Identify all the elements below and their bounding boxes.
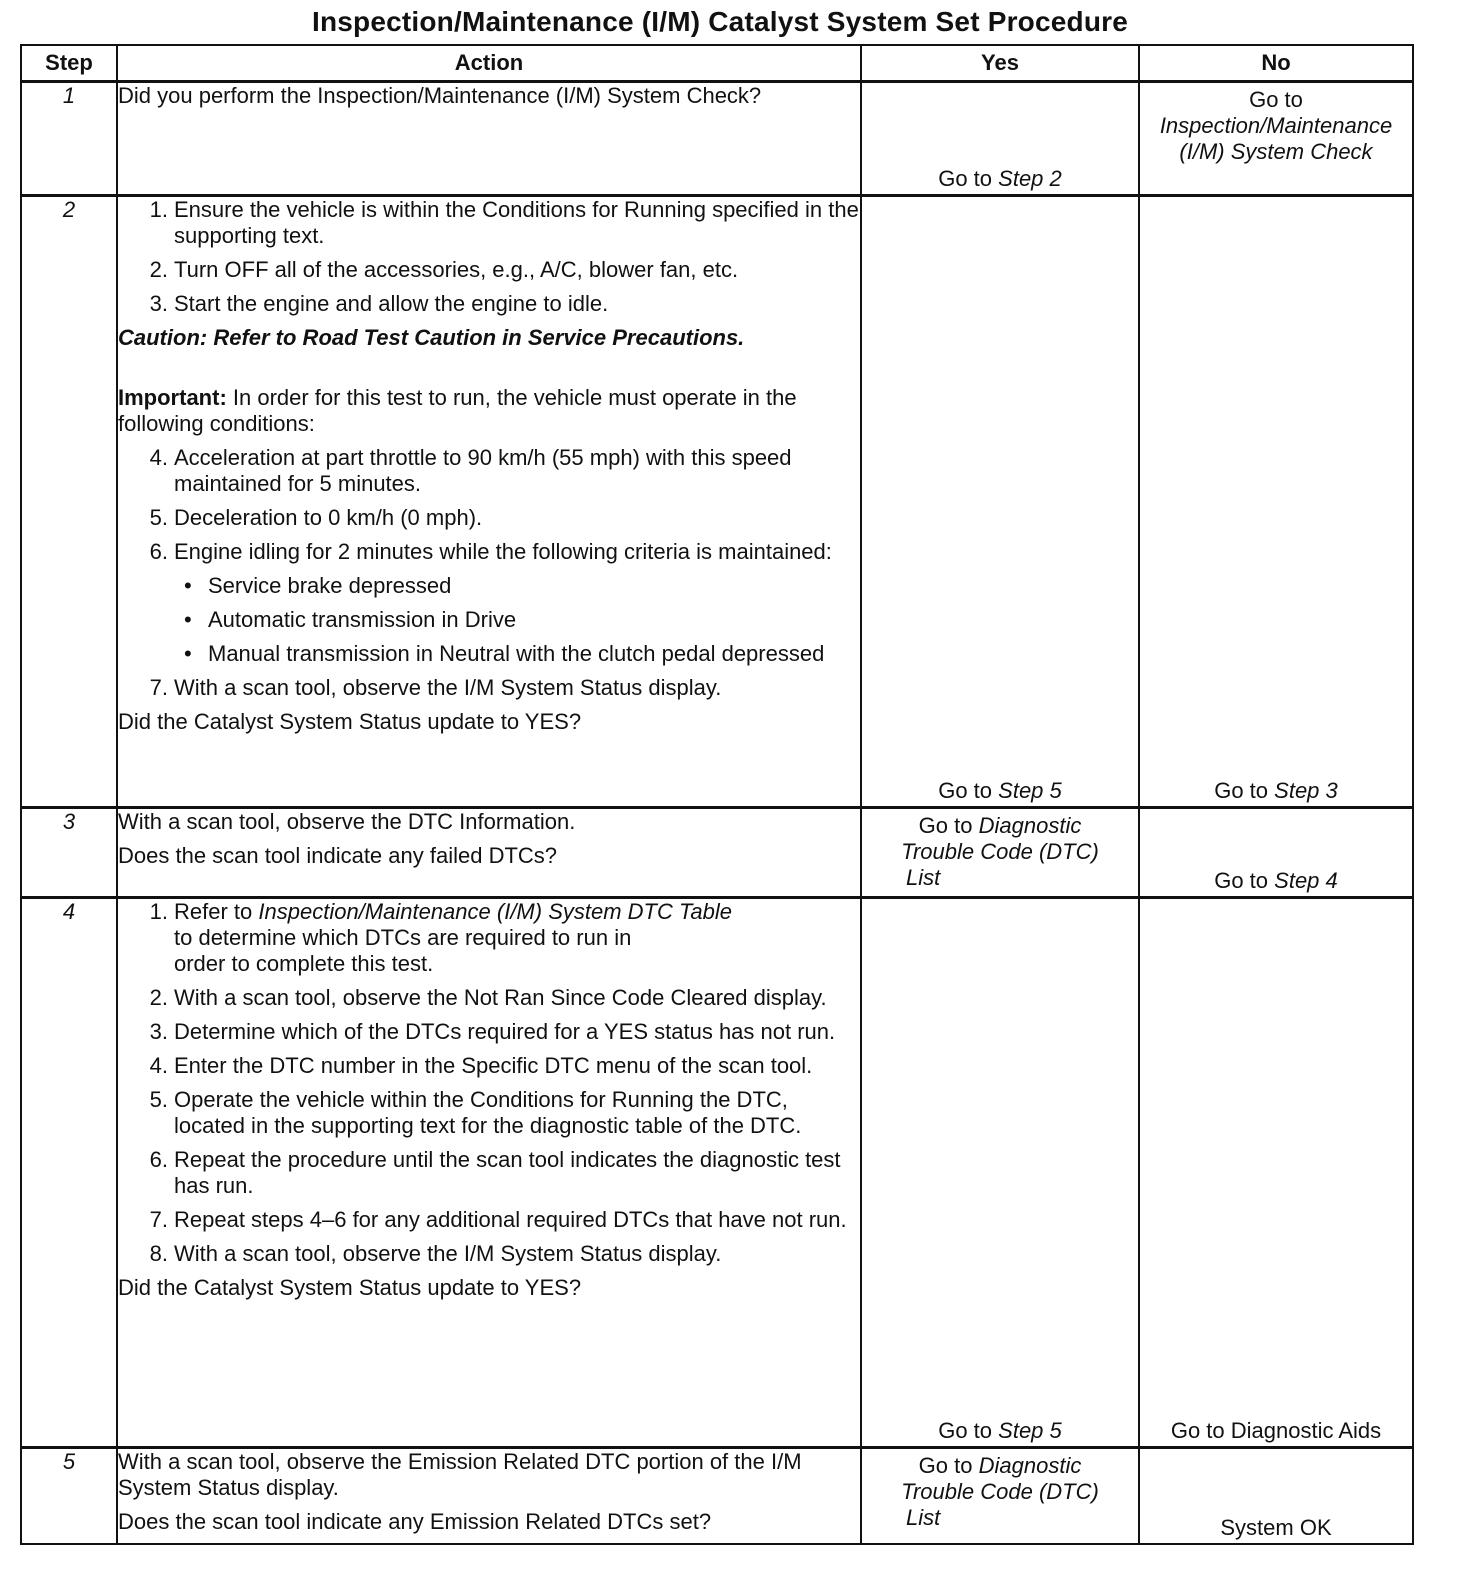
item-number: 5. — [149, 505, 168, 530]
action-question: Did the Catalyst System Status update to YES? — [118, 709, 582, 734]
item-text: Operate the vehicle within the Conditions for Running the DTC, located in the supporting text for the diagnostic table of the DTC. — [174, 1087, 802, 1138]
bullet-item: • Manual transmission in Neutral with the clutch pedal depressed — [174, 641, 860, 667]
step-number: 4 — [21, 898, 117, 1448]
yes-link-line3[interactable]: List — [906, 1505, 941, 1530]
header-step: Step — [21, 45, 117, 82]
no-link[interactable]: Step 4 — [1274, 868, 1338, 893]
yes-cell — [861, 1448, 1139, 1544]
yes-link[interactable]: Step 5 — [998, 1418, 1062, 1443]
no-prefix: Go to — [1249, 87, 1303, 112]
header-row — [21, 45, 1413, 82]
table-row-step-4 — [21, 898, 1413, 1448]
action-question: Did the Catalyst System Status update to YES? — [118, 1275, 582, 1300]
item-number: 3. — [149, 291, 168, 316]
step-list-a — [118, 197, 860, 317]
item-number: 4. — [149, 445, 168, 470]
dtc-table-link[interactable]: Inspection/Maintenance (I/M) System DTC Table — [258, 899, 732, 924]
step-list-b — [118, 445, 860, 701]
no-link[interactable]: Go to Diagnostic Aids — [1170, 1418, 1382, 1443]
yes-link-line2[interactable]: Trouble Code (DTC) — [901, 839, 1099, 864]
procedure-table — [20, 44, 1414, 1545]
no-cell — [1139, 196, 1413, 808]
caution-note: Caution: Refer to Road Test Caution in Service Precautions. — [118, 325, 745, 350]
yes-prefix: Go to — [938, 166, 993, 191]
item-number: 2. — [149, 985, 168, 1010]
action-question: Does the scan tool indicate any failed DTCs? — [118, 843, 558, 868]
list-item — [118, 505, 860, 531]
no-cell — [1139, 898, 1413, 1448]
action-instruction: With a scan tool, observe the DTC Information. — [118, 809, 576, 834]
important-label: Important: — [118, 385, 227, 410]
no-prefix: Go to — [1214, 868, 1269, 893]
important-text: In order for this test to run, the vehicle must operate in the following conditions: — [118, 385, 797, 436]
step-list — [118, 899, 860, 1267]
item-text: Ensure the vehicle is within the Conditions for Running specified in the supporting text. — [174, 197, 859, 248]
action-question: Did you perform the Inspection/Maintenance (I/M) System Check? — [118, 83, 762, 108]
step-number: 5 — [21, 1448, 117, 1544]
list-item — [118, 257, 860, 283]
list-item — [118, 1053, 860, 1079]
item-text: Determine which of the DTCs required for a YES status has not run. — [174, 1019, 836, 1044]
yes-prefix: Go to — [918, 1453, 973, 1478]
item-text: Start the engine and allow the engine to idle. — [174, 291, 609, 316]
action-cell — [117, 808, 861, 898]
yes-link-line2[interactable]: Trouble Code (DTC) — [901, 1479, 1099, 1504]
list-item — [118, 1087, 860, 1139]
table-row-step-3 — [21, 808, 1413, 898]
item-text: Engine idling for 2 minutes while the following criteria is maintained: — [174, 539, 832, 564]
item-number: 7. — [149, 1207, 168, 1232]
no-link-line1[interactable]: Inspection/Maintenance — [1159, 113, 1393, 138]
item-number: 1. — [149, 197, 168, 222]
yes-prefix: Go to — [918, 813, 973, 838]
yes-link[interactable]: Step 2 — [998, 166, 1062, 191]
item-text: to determine which DTCs are required to run in — [174, 925, 632, 950]
header-no: No — [1139, 45, 1413, 82]
action-question: Does the scan tool indicate any Emission Related DTCs set? — [118, 1509, 712, 1534]
item-number: 6. — [149, 539, 168, 564]
item-number: 4. — [149, 1053, 168, 1078]
list-item — [118, 539, 860, 667]
no-prefix: Go to — [1214, 778, 1269, 803]
page-title: Inspection/Maintenance (I/M) Catalyst System Set Procedure — [311, 6, 1129, 37]
item-number: 8. — [149, 1241, 168, 1266]
item-number: 2. — [149, 257, 168, 282]
item-number: 5. — [149, 1087, 168, 1112]
action-instruction: With a scan tool, observe the Emission Related DTC portion of the I/M System Status display. — [118, 1449, 802, 1500]
no-link-line2[interactable]: (I/M) System Check — [1179, 139, 1373, 164]
item-text: Repeat the procedure until the scan tool indicates the diagnostic test has run. — [174, 1147, 841, 1198]
item-text: Enter the DTC number in the Specific DTC menu of the scan tool. — [174, 1053, 813, 1078]
item-number: 1. — [149, 899, 168, 924]
yes-link-line3[interactable]: List — [906, 865, 941, 890]
step-number: 2 — [21, 196, 117, 808]
item-number: 7. — [149, 675, 168, 700]
step-number: 3 — [21, 808, 117, 898]
no-result: System OK — [1220, 1514, 1332, 1540]
list-item — [118, 985, 860, 1011]
item-text: Turn OFF all of the accessories, e.g., A/C, blower fan, etc. — [174, 257, 739, 282]
item-text: Refer to — [174, 899, 253, 924]
yes-link-line1[interactable]: Diagnostic — [978, 813, 1082, 838]
list-item — [118, 675, 860, 701]
list-item — [118, 445, 860, 497]
list-item — [118, 899, 860, 977]
header-yes: Yes — [861, 45, 1139, 82]
item-number: 6. — [149, 1147, 168, 1172]
yes-prefix: Go to — [938, 1418, 993, 1443]
criteria-list — [174, 573, 860, 667]
yes-cell — [861, 808, 1139, 898]
list-item — [118, 1147, 860, 1199]
list-item — [118, 197, 860, 249]
item-text: Deceleration to 0 km/h (0 mph). — [174, 505, 483, 530]
item-text: With a scan tool, observe the I/M System Status display. — [174, 675, 722, 700]
no-cell — [1139, 1448, 1413, 1544]
no-link[interactable]: Step 3 — [1274, 778, 1338, 803]
yes-link[interactable]: Step 5 — [998, 778, 1062, 803]
table-row-step-1 — [21, 82, 1413, 196]
yes-cell — [861, 898, 1139, 1448]
list-item — [118, 1019, 860, 1045]
table-row-step-5 — [21, 1448, 1413, 1544]
no-cell — [1139, 82, 1413, 196]
no-cell — [1139, 808, 1413, 898]
item-number: 3. — [149, 1019, 168, 1044]
item-text: order to complete this test. — [174, 951, 434, 976]
step-number: 1 — [21, 82, 117, 196]
list-item — [118, 1207, 860, 1233]
bullet-item: • Service brake depressed — [174, 573, 860, 599]
action-cell — [117, 82, 861, 196]
important-note — [118, 385, 860, 437]
item-text: Acceleration at part throttle to 90 km/h (55 mph) with this speed maintained for 5 minutes. — [174, 445, 792, 496]
item-text: With a scan tool, observe the Not Ran Since Code Cleared display. — [174, 985, 827, 1010]
yes-cell — [861, 82, 1139, 196]
yes-cell — [861, 196, 1139, 808]
yes-prefix: Go to — [938, 778, 993, 803]
header-action: Action — [117, 45, 861, 82]
list-item — [118, 1241, 860, 1267]
bullet-item: • Automatic transmission in Drive — [174, 607, 860, 633]
list-item — [118, 291, 860, 317]
item-text: With a scan tool, observe the I/M System Status display. — [174, 1241, 722, 1266]
action-cell — [117, 196, 861, 808]
action-cell — [117, 898, 861, 1448]
table-row-step-2 — [21, 196, 1413, 808]
item-text: Repeat steps 4–6 for any additional required DTCs that have not run. — [174, 1207, 847, 1232]
action-cell — [117, 1448, 861, 1544]
yes-link-line1[interactable]: Diagnostic — [978, 1453, 1082, 1478]
